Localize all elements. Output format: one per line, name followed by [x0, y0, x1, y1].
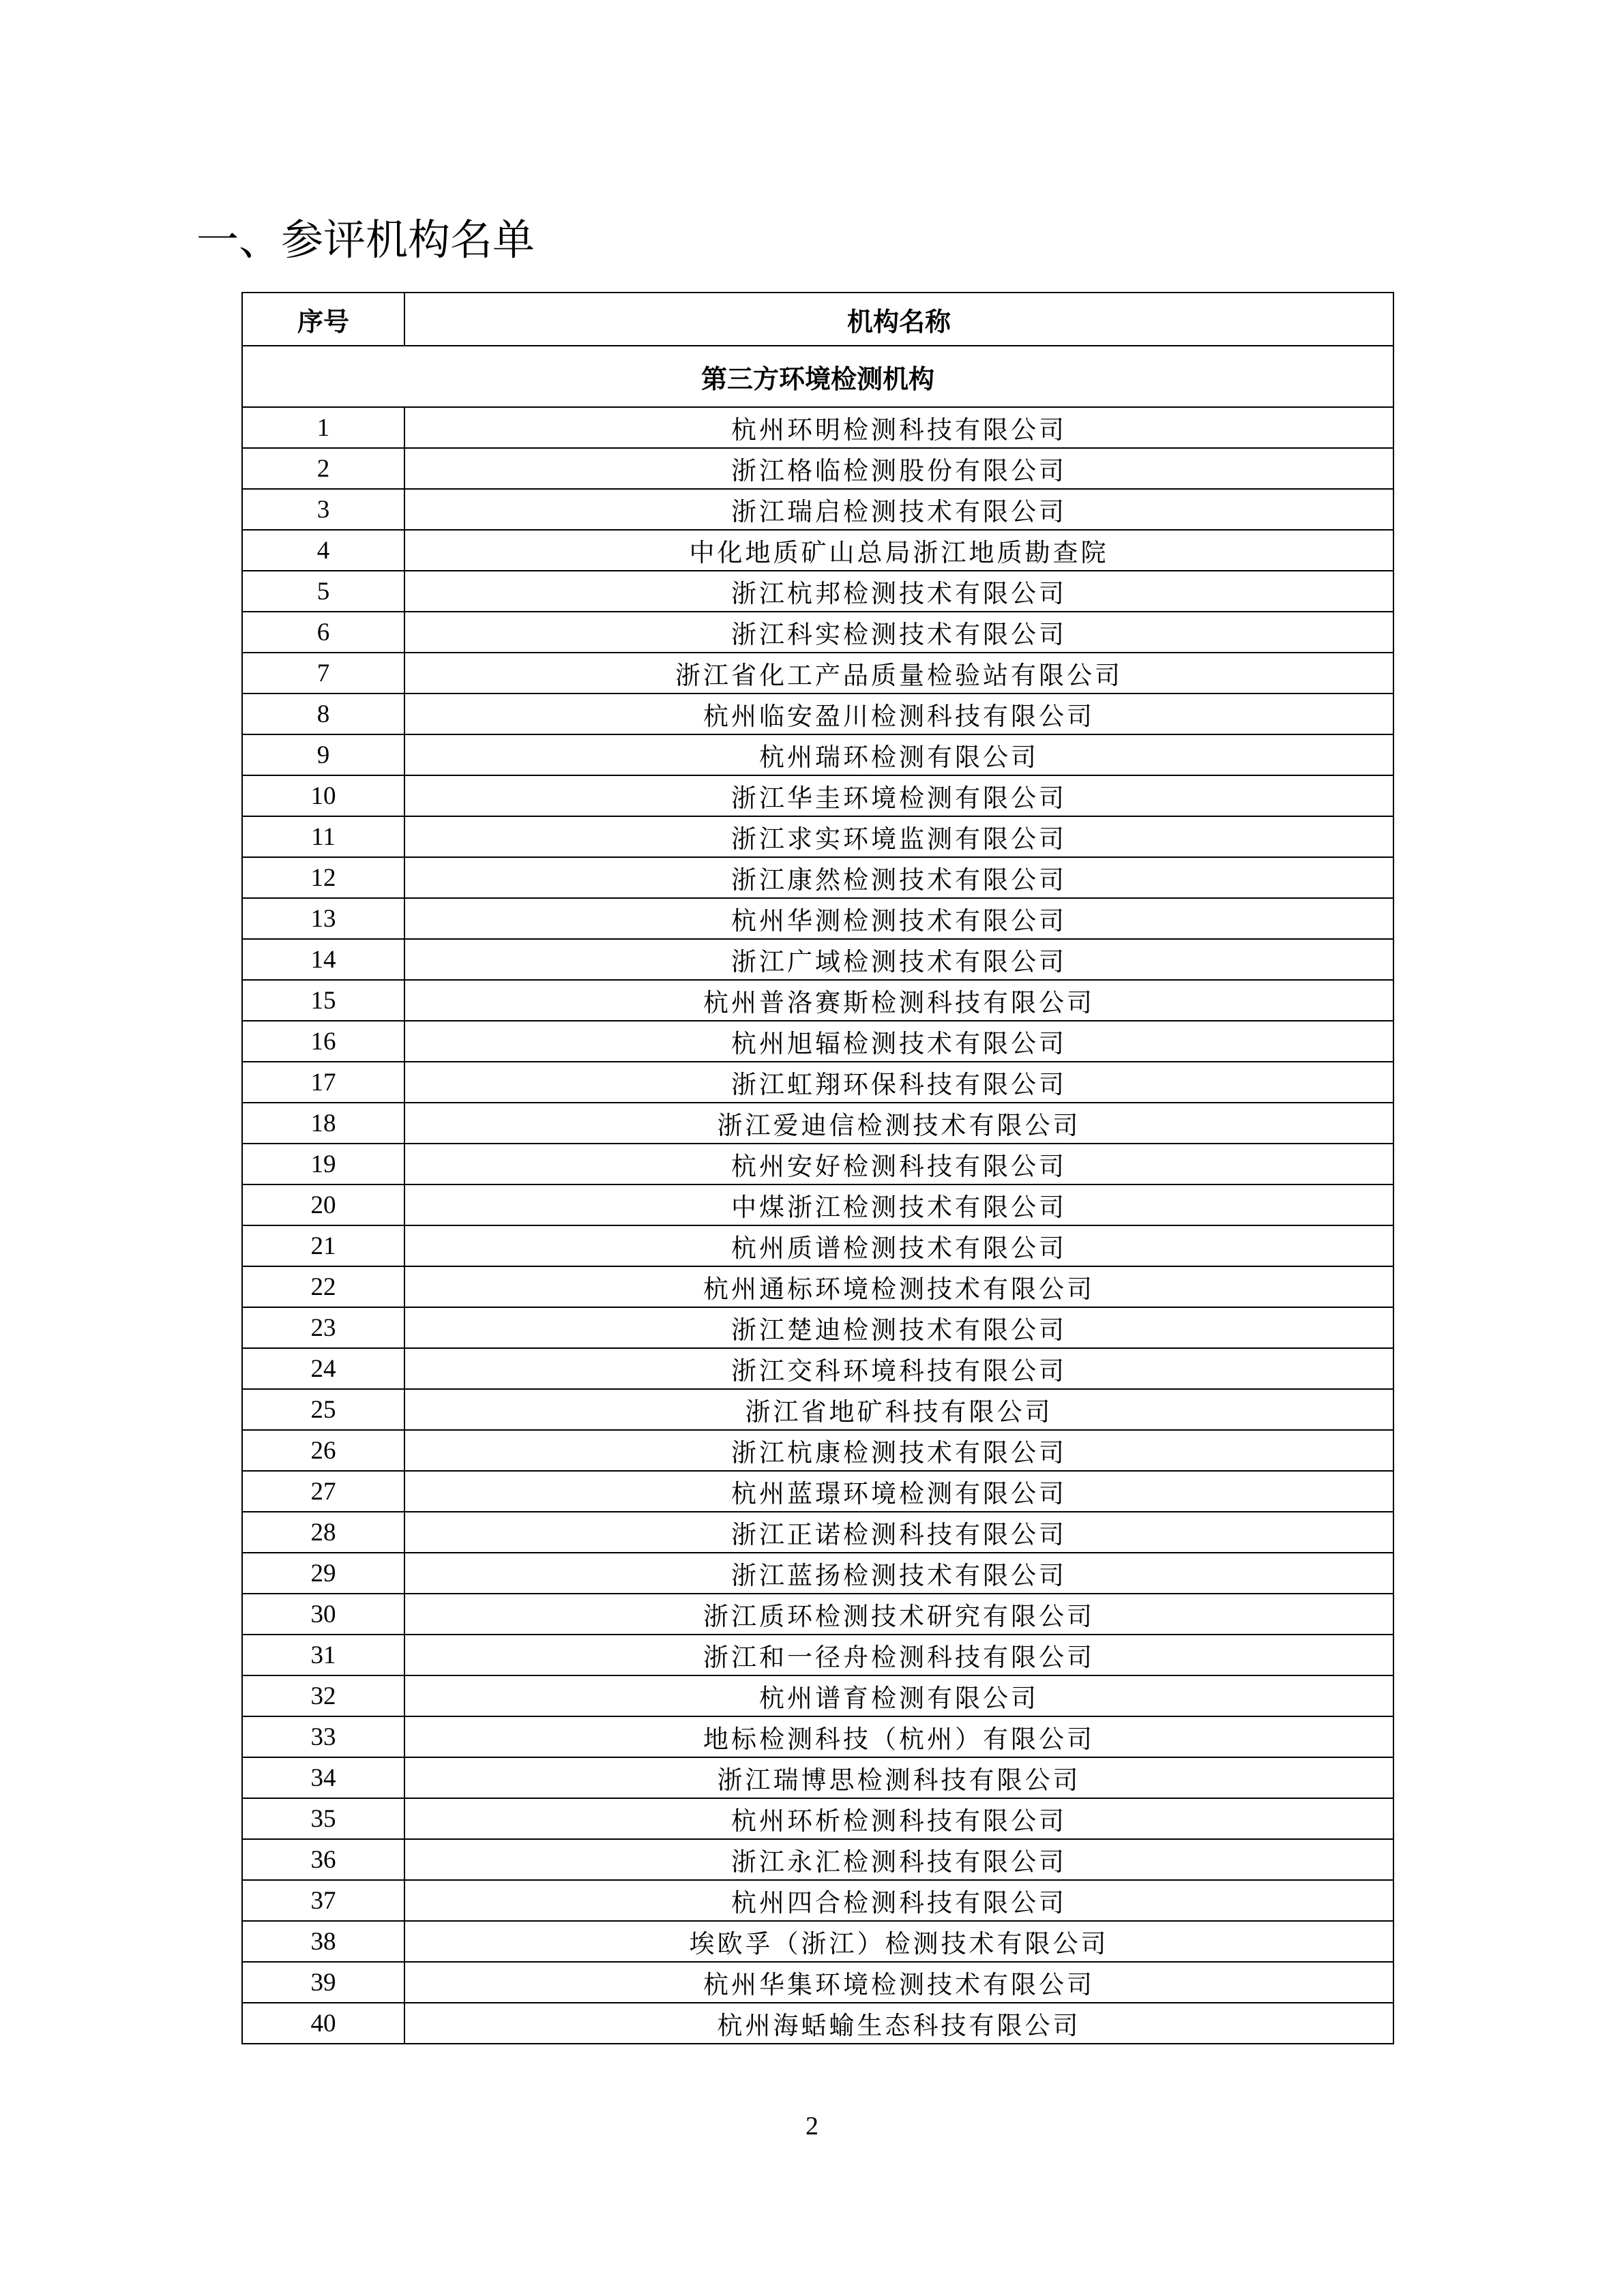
row-seq: 22: [242, 1266, 404, 1307]
row-seq: 6: [242, 612, 404, 653]
row-institution-name: 浙江瑞博思检测科技有限公司: [404, 1757, 1393, 1798]
row-seq: 40: [242, 2003, 404, 2044]
table-row: [242, 1184, 1393, 1225]
row-seq: 39: [242, 1962, 404, 2003]
table-row: [242, 1389, 1393, 1430]
row-institution-name: 浙江华圭环境检测有限公司: [404, 775, 1393, 816]
table-row: [242, 530, 1393, 571]
row-institution-name: 杭州华集环境检测技术有限公司: [404, 1962, 1393, 2003]
table-row: [242, 448, 1393, 489]
row-institution-name: 杭州旭辐检测技术有限公司: [404, 1021, 1393, 1062]
row-institution-name: 浙江省化工产品质量检验站有限公司: [404, 653, 1393, 694]
row-institution-name: 地标检测科技（杭州）有限公司: [404, 1716, 1393, 1757]
table-row: [242, 2003, 1393, 2044]
row-institution-name: 杭州瑞环检测有限公司: [404, 734, 1393, 775]
table-row: [242, 816, 1393, 857]
row-seq: 26: [242, 1430, 404, 1471]
table-row: [242, 694, 1393, 734]
row-seq: 19: [242, 1144, 404, 1184]
table-row: [242, 1839, 1393, 1880]
row-institution-name: 杭州环析检测科技有限公司: [404, 1798, 1393, 1839]
row-institution-name: 浙江科实检测技术有限公司: [404, 612, 1393, 653]
row-institution-name: 杭州普洛赛斯检测科技有限公司: [404, 980, 1393, 1021]
row-seq: 34: [242, 1757, 404, 1798]
table-header-row: [242, 293, 1393, 346]
row-seq: 13: [242, 898, 404, 939]
row-institution-name: 杭州质谱检测技术有限公司: [404, 1225, 1393, 1266]
row-institution-name: 浙江爱迪信检测技术有限公司: [404, 1103, 1393, 1144]
table-row: [242, 1430, 1393, 1471]
row-seq: 18: [242, 1103, 404, 1144]
table-row: [242, 407, 1393, 448]
row-seq: 2: [242, 448, 404, 489]
row-seq: 20: [242, 1184, 404, 1225]
row-seq: 37: [242, 1880, 404, 1921]
row-seq: 32: [242, 1675, 404, 1716]
row-seq: 12: [242, 857, 404, 898]
table-row: [242, 1635, 1393, 1675]
table-row: [242, 1062, 1393, 1103]
row-seq: 3: [242, 489, 404, 530]
table-row: [242, 1675, 1393, 1716]
row-seq: 5: [242, 571, 404, 612]
row-seq: 27: [242, 1471, 404, 1512]
table-row: [242, 489, 1393, 530]
row-seq: 9: [242, 734, 404, 775]
table-row: [242, 1307, 1393, 1348]
row-seq: 28: [242, 1512, 404, 1553]
table-row: [242, 1144, 1393, 1184]
row-seq: 4: [242, 530, 404, 571]
table-row: [242, 1798, 1393, 1839]
row-institution-name: 浙江和一径舟检测科技有限公司: [404, 1635, 1393, 1675]
row-institution-name: 杭州安好检测科技有限公司: [404, 1144, 1393, 1184]
row-seq: 23: [242, 1307, 404, 1348]
table-row: [242, 1757, 1393, 1798]
row-institution-name: 中化地质矿山总局浙江地质勘查院: [404, 530, 1393, 571]
row-institution-name: 浙江杭康检测技术有限公司: [404, 1430, 1393, 1471]
row-institution-name: 杭州谱育检测有限公司: [404, 1675, 1393, 1716]
row-seq: 7: [242, 653, 404, 694]
table-row: [242, 1921, 1393, 1962]
row-seq: 24: [242, 1348, 404, 1389]
header-seq: 序号: [242, 293, 404, 346]
table-row: [242, 857, 1393, 898]
table-body: [242, 293, 1393, 2044]
table-row: [242, 1348, 1393, 1389]
table-row: [242, 939, 1393, 980]
row-institution-name: 杭州海蛞蝓生态科技有限公司: [404, 2003, 1393, 2044]
table-row: [242, 1594, 1393, 1635]
row-seq: 31: [242, 1635, 404, 1675]
row-institution-name: 浙江正诺检测科技有限公司: [404, 1512, 1393, 1553]
table-row: [242, 1880, 1393, 1921]
row-institution-name: 浙江杭邦检测技术有限公司: [404, 571, 1393, 612]
row-seq: 25: [242, 1389, 404, 1430]
row-seq: 11: [242, 816, 404, 857]
row-seq: 17: [242, 1062, 404, 1103]
row-seq: 35: [242, 1798, 404, 1839]
row-institution-name: 杭州蓝璟环境检测有限公司: [404, 1471, 1393, 1512]
table-row: [242, 1021, 1393, 1062]
row-institution-name: 浙江虹翔环保科技有限公司: [404, 1062, 1393, 1103]
row-institution-name: 浙江楚迪检测技术有限公司: [404, 1307, 1393, 1348]
row-institution-name: 浙江格临检测股份有限公司: [404, 448, 1393, 489]
row-seq: 16: [242, 1021, 404, 1062]
table-row: [242, 1225, 1393, 1266]
row-seq: 30: [242, 1594, 404, 1635]
row-institution-name: 浙江省地矿科技有限公司: [404, 1389, 1393, 1430]
row-seq: 36: [242, 1839, 404, 1880]
table-row: [242, 898, 1393, 939]
row-institution-name: 浙江质环检测技术研究有限公司: [404, 1594, 1393, 1635]
row-seq: 21: [242, 1225, 404, 1266]
row-institution-name: 浙江瑞启检测技术有限公司: [404, 489, 1393, 530]
row-institution-name: 浙江广域检测技术有限公司: [404, 939, 1393, 980]
table-row: [242, 1716, 1393, 1757]
table-row: [242, 1103, 1393, 1144]
table-row: [242, 775, 1393, 816]
header-name: 机构名称: [404, 293, 1393, 346]
row-seq: 14: [242, 939, 404, 980]
table-row: [242, 1266, 1393, 1307]
row-institution-name: 浙江交科环境科技有限公司: [404, 1348, 1393, 1389]
row-institution-name: 浙江康然检测技术有限公司: [404, 857, 1393, 898]
row-institution-name: 杭州通标环境检测技术有限公司: [404, 1266, 1393, 1307]
row-institution-name: 浙江永汇检测科技有限公司: [404, 1839, 1393, 1880]
row-institution-name: 杭州华测检测技术有限公司: [404, 898, 1393, 939]
row-seq: 10: [242, 775, 404, 816]
row-seq: 38: [242, 1921, 404, 1962]
category-label: 第三方环境检测机构: [242, 346, 1393, 407]
row-seq: 33: [242, 1716, 404, 1757]
row-seq: 1: [242, 407, 404, 448]
table-row: [242, 571, 1393, 612]
row-institution-name: 杭州临安盈川检测科技有限公司: [404, 694, 1393, 734]
table-row: [242, 1512, 1393, 1553]
table-row: [242, 980, 1393, 1021]
table-row: [242, 1962, 1393, 2003]
row-institution-name: 埃欧孚（浙江）检测技术有限公司: [404, 1921, 1393, 1962]
category-row: [242, 346, 1393, 407]
institution-table: [241, 292, 1394, 2044]
section-title: 一、参评机构名单: [196, 215, 535, 265]
table-row: [242, 734, 1393, 775]
row-seq: 15: [242, 980, 404, 1021]
row-institution-name: 中煤浙江检测技术有限公司: [404, 1184, 1393, 1225]
row-seq: 8: [242, 694, 404, 734]
row-institution-name: 杭州四合检测科技有限公司: [404, 1880, 1393, 1921]
table-row: [242, 653, 1393, 694]
table-row: [242, 612, 1393, 653]
row-institution-name: 浙江求实环境监测有限公司: [404, 816, 1393, 857]
page-number: 2: [806, 2112, 818, 2141]
row-institution-name: 杭州环明检测科技有限公司: [404, 407, 1393, 448]
row-institution-name: 浙江蓝扬检测技术有限公司: [404, 1553, 1393, 1594]
table-row: [242, 1471, 1393, 1512]
row-seq: 29: [242, 1553, 404, 1594]
table-row: [242, 1553, 1393, 1594]
